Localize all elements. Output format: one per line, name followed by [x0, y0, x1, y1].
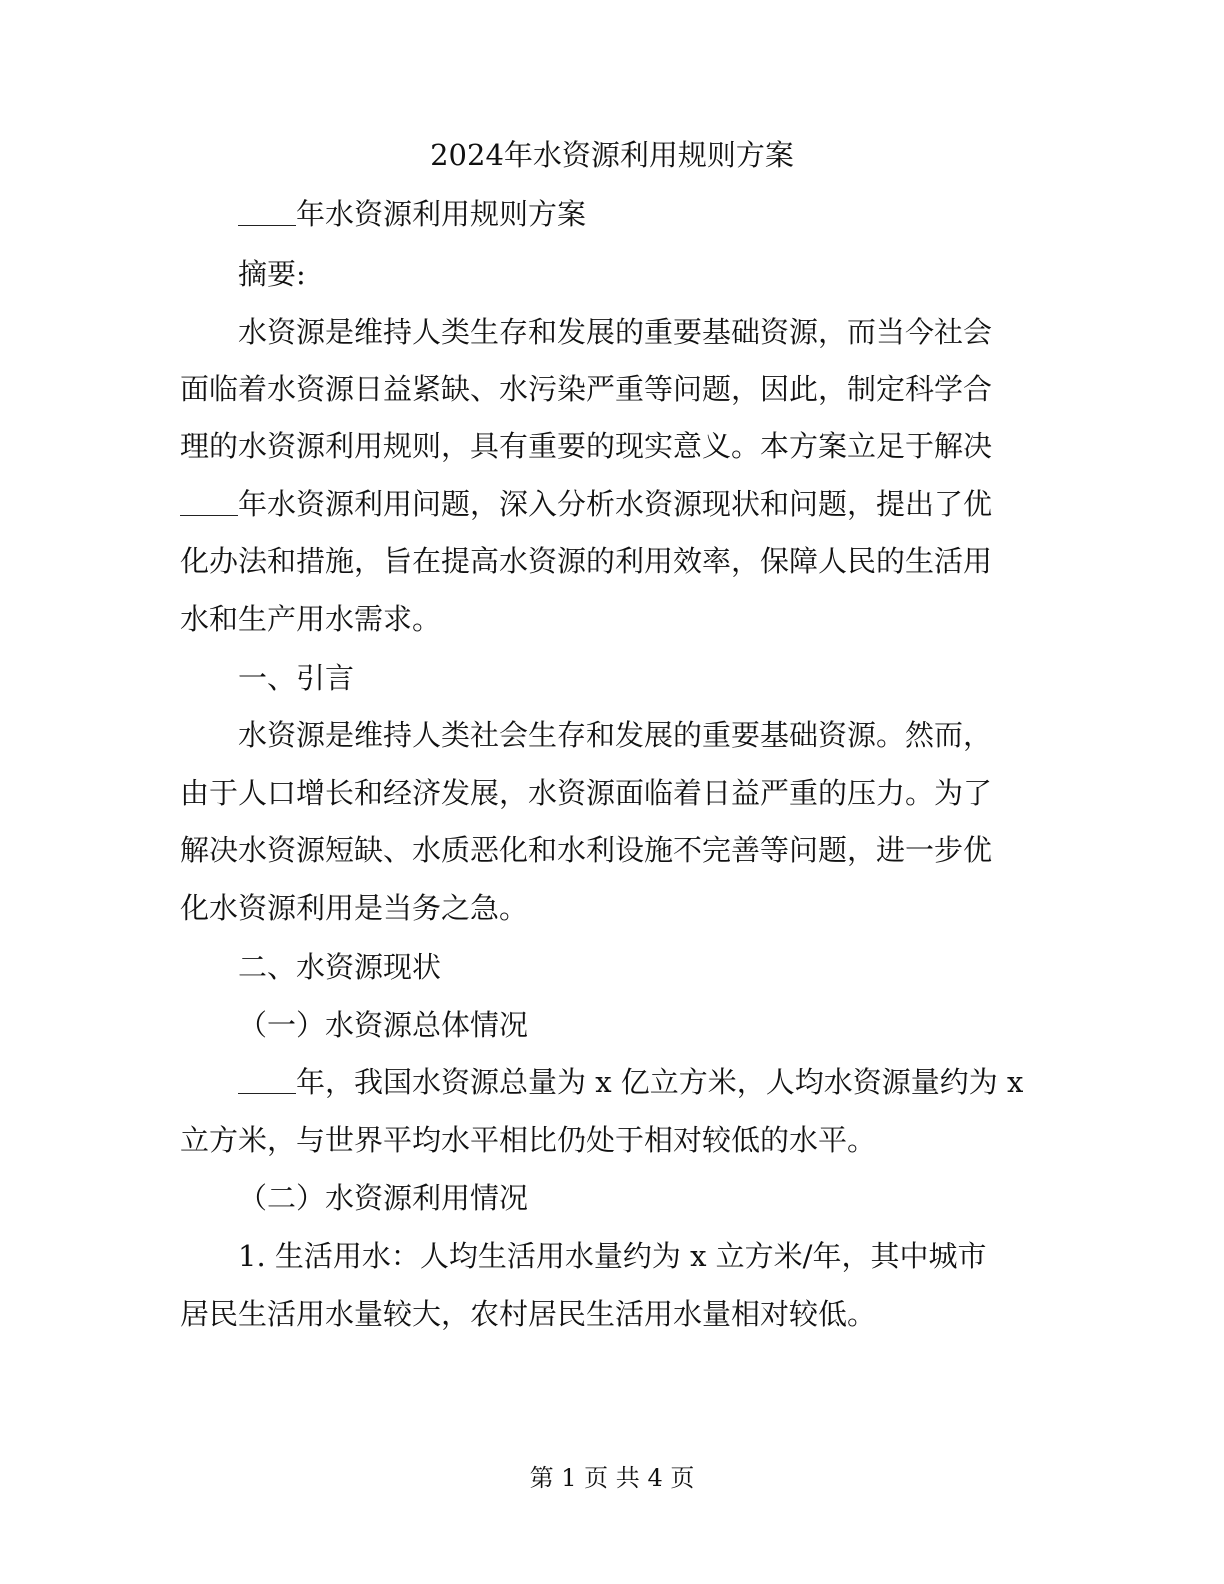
- blank-underline: [238, 1063, 296, 1094]
- abstract-line: [180, 482, 992, 526]
- abstract-line: 化办法和措施，旨在提高水资源的利用效率，保障人民的生活用: [180, 544, 993, 578]
- subsection-heading: （一）水资源总体情况: [238, 1008, 529, 1042]
- paragraph-line: 化水资源利用是当务之急。: [180, 891, 529, 925]
- abstract-line: 水资源是维持人类生存和发展的重要基础资源，而当今社会: [238, 315, 993, 349]
- subtitle-text: 年水资源利用规则方案: [296, 197, 587, 231]
- page-number-footer: 第 1 页 共 4 页: [529, 1464, 695, 1492]
- paragraph-line-text: 年，我国水资源总量为 x 亿立方米，人均水资源量约为 x: [296, 1065, 1024, 1099]
- document-subtitle: [238, 192, 586, 236]
- paragraph-line: 1. 生活用水：人均生活用水量约为 x 立方米/年，其中城市: [238, 1239, 987, 1273]
- paragraph-line: 立方米，与世界平均水平相比仍处于相对较低的水平。: [180, 1123, 877, 1157]
- abstract-line: 理的水资源利用规则，具有重要的现实意义。本方案立足于解决: [180, 429, 993, 463]
- paragraph-line: 解决水资源短缺、水质恶化和水利设施不完善等问题，进一步优: [180, 833, 993, 867]
- paragraph-line: 由于人口增长和经济发展，水资源面临着日益严重的压力。为了: [180, 776, 993, 810]
- abstract-line: 面临着水资源日益紧缺、水污染严重等问题，因此，制定科学合: [180, 372, 993, 406]
- blank-underline: [238, 195, 296, 226]
- paragraph-line: 水资源是维持人类社会生存和发展的重要基础资源。然而，: [238, 718, 993, 752]
- document-title: 2024年水资源利用规则方案: [430, 138, 794, 172]
- blank-underline: [180, 485, 238, 516]
- section-heading: 一、引言: [238, 661, 355, 695]
- abstract-line: 水和生产用水需求。: [180, 602, 442, 636]
- paragraph-line: 居民生活用水量较大，农村居民生活用水量相对较低。: [180, 1297, 877, 1331]
- abstract-line-text: 年水资源利用问题，深入分析水资源现状和问题，提出了优: [238, 487, 993, 521]
- subsection-heading: （二）水资源利用情况: [238, 1181, 529, 1215]
- section-heading: 二、水资源现状: [238, 950, 442, 984]
- abstract-label: 摘要:: [238, 257, 306, 291]
- paragraph-line: [238, 1060, 1023, 1104]
